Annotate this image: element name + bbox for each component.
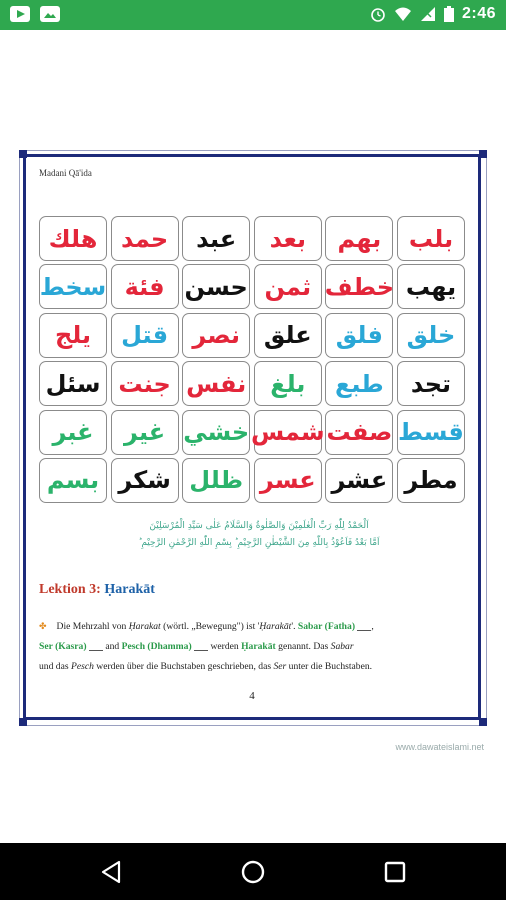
recents-button[interactable] xyxy=(380,857,410,887)
dua-line: اَلْحَمْدُ لِلّٰهِ رَبِّ الْعٰلَمِيْنَ وَالصَّلٰوةُ وَالسَّلَامُ عَلٰى سَيِّدِ الْمُرْسَلِيْنَ xyxy=(149,521,369,531)
letter-cell[interactable]: حسن xyxy=(182,264,250,309)
letter-cell[interactable]: صفت xyxy=(325,410,393,455)
dhamma-mark-icon xyxy=(194,642,208,651)
lesson-paragraph: ✤ Die Mehrzahl von Ḥarakat (wörtl. „Bewegung") ist 'Ḥarakāt'. Sabar (Fatha) , Ser (Kasra) and Pesch (Dhamma) werden Ḥarakāt genannt. Das Sabar und das Pesch werden über die Buchstaben geschrieben, das Ser unter die Buchstaben. xyxy=(39,621,374,672)
letter-cell[interactable]: غير xyxy=(111,410,179,455)
corner-ornament xyxy=(479,718,487,726)
letter-cell[interactable]: عشر xyxy=(325,458,393,503)
wifi-icon xyxy=(394,6,412,22)
opening-dua xyxy=(79,518,439,552)
back-button[interactable] xyxy=(96,857,126,887)
letter-cell[interactable]: قتل xyxy=(111,313,179,358)
status-bar xyxy=(0,0,506,30)
letter-cell[interactable]: خلق xyxy=(397,313,465,358)
navigation-bar xyxy=(0,843,506,900)
letter-cell[interactable]: هلك xyxy=(39,216,107,261)
pesch-term: Pesch (Dhamma) xyxy=(121,641,192,652)
lesson-prefix: Lektion 3: xyxy=(39,582,105,597)
letter-cell[interactable]: طبع xyxy=(325,361,393,406)
letter-cell[interactable]: قسط xyxy=(397,410,465,455)
letter-cell[interactable]: يهب xyxy=(397,264,465,309)
letter-cell[interactable]: فلق xyxy=(325,313,393,358)
page-header: Madani Qā'ida xyxy=(39,168,92,178)
dua-line: اَمَّا بَعْدُ فَاَعُوْذُ بِاللّٰهِ مِنَ الشَّيْطٰنِ الرَّجِيْمِ ؕ بِسْمِ اللّٰهِ الرَّحْمٰنِ الرَّحِيْمِ ؕ xyxy=(138,538,380,548)
corner-ornament xyxy=(19,718,27,726)
letter-cell[interactable]: عبد xyxy=(182,216,250,261)
letter-cell[interactable]: خطف xyxy=(325,264,393,309)
recents-icon xyxy=(384,861,406,883)
letter-cell[interactable]: مطر xyxy=(397,458,465,503)
youtube-icon xyxy=(10,6,30,22)
letter-cell[interactable]: بلغ xyxy=(254,361,322,406)
alarm-icon xyxy=(370,6,386,22)
letter-cell[interactable]: عسر xyxy=(254,458,322,503)
letter-cell[interactable]: بلب xyxy=(397,216,465,261)
letter-cell[interactable]: علق xyxy=(254,313,322,358)
letter-cell[interactable]: يلج xyxy=(39,313,107,358)
letter-cell[interactable]: غبر xyxy=(39,410,107,455)
image-icon xyxy=(40,6,60,22)
letter-grid xyxy=(39,216,465,503)
back-icon xyxy=(100,860,122,884)
letter-cell[interactable]: سئل xyxy=(39,361,107,406)
letter-cell[interactable]: بعد xyxy=(254,216,322,261)
letter-cell[interactable]: شكر xyxy=(111,458,179,503)
bullet-icon: ✤ xyxy=(39,621,47,631)
letter-cell[interactable]: بسم xyxy=(39,458,107,503)
letter-cell[interactable]: نصر xyxy=(182,313,250,358)
clock-time: 2:46 xyxy=(461,5,496,22)
home-icon xyxy=(240,859,266,885)
letter-cell[interactable]: جنت xyxy=(111,361,179,406)
home-button[interactable] xyxy=(238,857,268,887)
letter-cell[interactable]: خشي xyxy=(182,410,250,455)
letter-cell[interactable]: ظلل xyxy=(182,458,250,503)
watermark: www.dawateislami.net xyxy=(395,742,484,752)
fatha-mark-icon xyxy=(357,622,371,631)
letter-cell[interactable]: تجد xyxy=(397,361,465,406)
ser-term: Ser (Kasra) xyxy=(39,641,87,652)
lesson-name: Ḥarakāt xyxy=(104,582,155,597)
letter-cell[interactable]: سخط xyxy=(39,264,107,309)
page-number: 4 xyxy=(249,690,255,702)
lesson-title xyxy=(39,582,155,598)
sabar-term: Sabar (Fatha) xyxy=(297,621,356,632)
battery-icon xyxy=(444,6,454,22)
signal-icon xyxy=(420,6,436,22)
book-page[interactable] xyxy=(19,150,487,726)
letter-cell[interactable]: فئة xyxy=(111,264,179,309)
corner-ornament xyxy=(479,150,487,158)
letter-cell[interactable]: ثمن xyxy=(254,264,322,309)
kasra-mark-icon xyxy=(89,642,103,651)
letter-cell[interactable]: نفس xyxy=(182,361,250,406)
harakat-term: Ḥarakāt xyxy=(241,641,276,652)
letter-cell[interactable]: حمد xyxy=(111,216,179,261)
corner-ornament xyxy=(19,150,27,158)
letter-cell[interactable]: بهم xyxy=(325,216,393,261)
letter-cell[interactable]: شمس xyxy=(254,410,322,455)
